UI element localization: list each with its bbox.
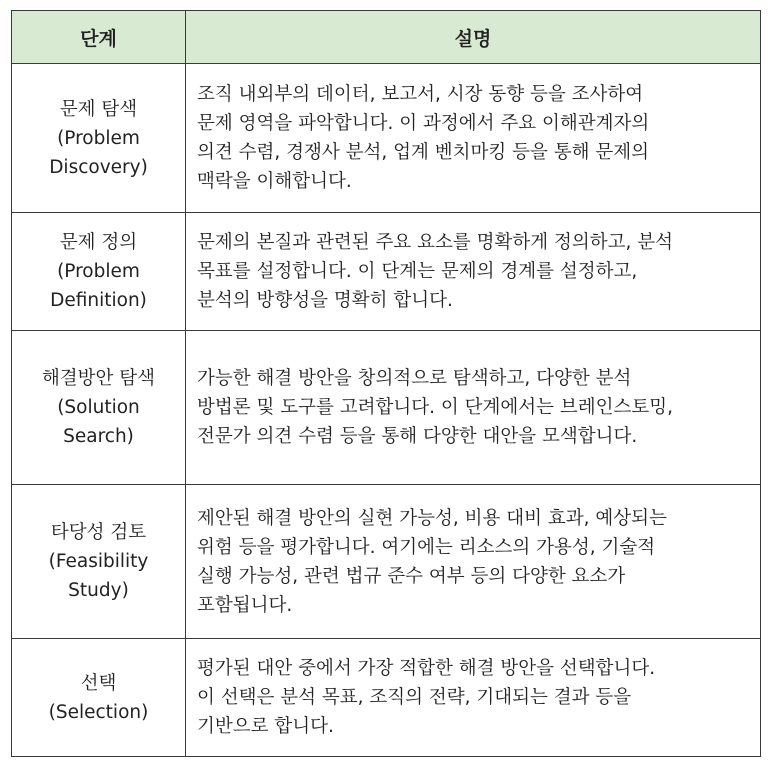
header-description: 설명 — [186, 11, 761, 64]
description-line: 위험 등을 평가합니다. 여기에는 리소스의 가용성, 기술적 — [197, 536, 656, 558]
stage-english: (Problem — [57, 127, 140, 149]
description-cell — [186, 64, 761, 213]
description-line: 가능한 해결 방안을 창의적으로 탐색하고, 다양한 분석 — [197, 368, 632, 389]
stage-english: (Selection) — [48, 701, 149, 723]
stage-english: Study) — [68, 580, 129, 601]
description-line: 맥락을 이해합니다. — [197, 171, 352, 192]
table-row — [12, 639, 761, 757]
description-line: 방법론 및 도구를 고려합니다. 이 단계에서는 브레인스토밍, — [197, 397, 673, 418]
description-cell — [186, 213, 761, 331]
table-row — [12, 485, 761, 639]
table-row — [12, 64, 761, 213]
description-line: 기반으로 합니다. — [197, 716, 334, 737]
stage-cell — [12, 64, 186, 213]
description-line: 제안된 해결 방안의 실현 가능성, 비용 대비 효과, 예상되는 — [197, 507, 667, 529]
description-cell — [186, 485, 761, 639]
stage-cell — [12, 485, 186, 639]
stage-name: 선택 — [80, 672, 117, 694]
table-row — [12, 331, 761, 485]
description-line: 평가된 대안 중에서 가장 적합한 해결 방안을 선택합니다. — [197, 658, 656, 679]
process-table — [11, 10, 761, 757]
description-line: 포함됩니다. — [197, 594, 293, 616]
stage-name: 문제 정의 — [59, 232, 138, 253]
description-cell — [186, 331, 761, 485]
description-cell — [186, 639, 761, 757]
stage-name: 타당성 검토 — [50, 522, 147, 543]
description-line: 이 선택은 분석 목표, 조직의 전략, 기대되는 결과 등을 — [197, 687, 632, 708]
description-line: 분석의 방향성을 명확히 합니다. — [197, 290, 453, 311]
stage-english: (Feasibility — [48, 551, 149, 572]
stage-cell — [12, 331, 186, 485]
description-line: 문제의 본질과 관련된 주요 요소를 명확하게 정의하고, 분석 — [197, 232, 673, 253]
header-stage: 단계 — [12, 11, 186, 64]
description-line: 전문가 의견 수렴 등을 통해 다양한 대안을 모색합니다. — [197, 426, 638, 447]
stage-english: Search) — [63, 426, 134, 447]
stage-name: 문제 탐색 — [59, 98, 138, 120]
description-line: 의견 수렴, 경쟁사 분석, 업계 벤치마킹 등을 통해 문제의 — [197, 142, 649, 163]
stage-cell — [12, 639, 186, 757]
description-line: 목표를 설정합니다. 이 단계는 문제의 경계를 설정하고, — [197, 261, 638, 282]
description-line: 조직 내외부의 데이터, 보고서, 시장 동향 등을 조사하여 — [197, 84, 644, 105]
stage-english: Discovery) — [49, 156, 148, 178]
stage-english: (Solution — [57, 397, 140, 418]
stage-cell — [12, 213, 186, 331]
description-line: 실행 가능성, 관련 법규 준수 여부 등의 다양한 요소가 — [197, 565, 626, 587]
table-row — [12, 213, 761, 331]
stage-english: (Problem — [57, 261, 140, 282]
header-row — [12, 11, 761, 64]
stage-english: Definition) — [50, 290, 147, 311]
description-line: 문제 영역을 파악합니다. 이 과정에서 주요 이해관계자의 — [197, 113, 650, 134]
stage-name: 해결방안 탐색 — [41, 368, 156, 389]
